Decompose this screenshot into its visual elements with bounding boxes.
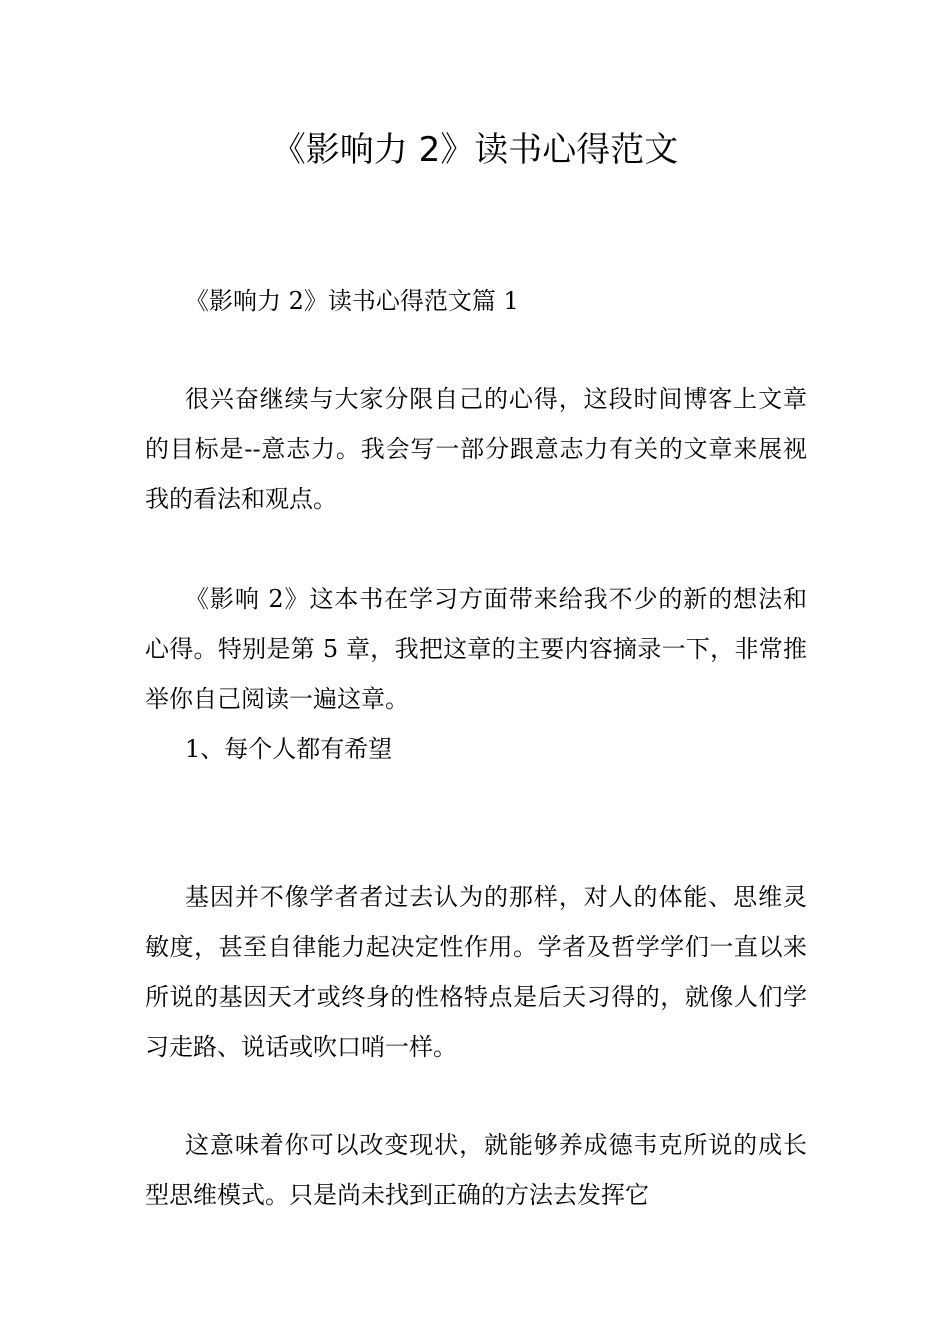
section-heading: 《影响力 2》读书心得范文篇 1 (185, 287, 519, 315)
body-paragraph: 这意味着你可以改变现状，就能够养成德韦克所说的成长型思维模式。只是尚未找到正确的方法去发挥它 (145, 1131, 807, 1209)
body-paragraph: 基因并不像学者者过去认为的那样，对人的体能、思维灵敏度，甚至自律能力起决定性作用。学者及哲学学们一直以来所说的基因天才或终身的性格特点是后天习得的，就像人们学习走路、说话或吹口哨一样。 (145, 883, 807, 1061)
body-paragraph: 《影响 2》这本书在学习方面带来给我不少的新的想法和心得。特别是第 5 章，我把这章的主要内容摘录一下，非常推举你自己阅读一遍这章。 (145, 585, 807, 713)
subheading: 1、每个人都有希望 (185, 735, 393, 763)
document-title: 《影响力 2》读书心得范文 (271, 130, 679, 170)
body-paragraph: 很兴奋继续与大家分限自己的心得，这段时间博客上文章的目标是--意志力。我会写一部分跟意志力有关的文章来展视我的看法和观点。 (145, 385, 807, 513)
